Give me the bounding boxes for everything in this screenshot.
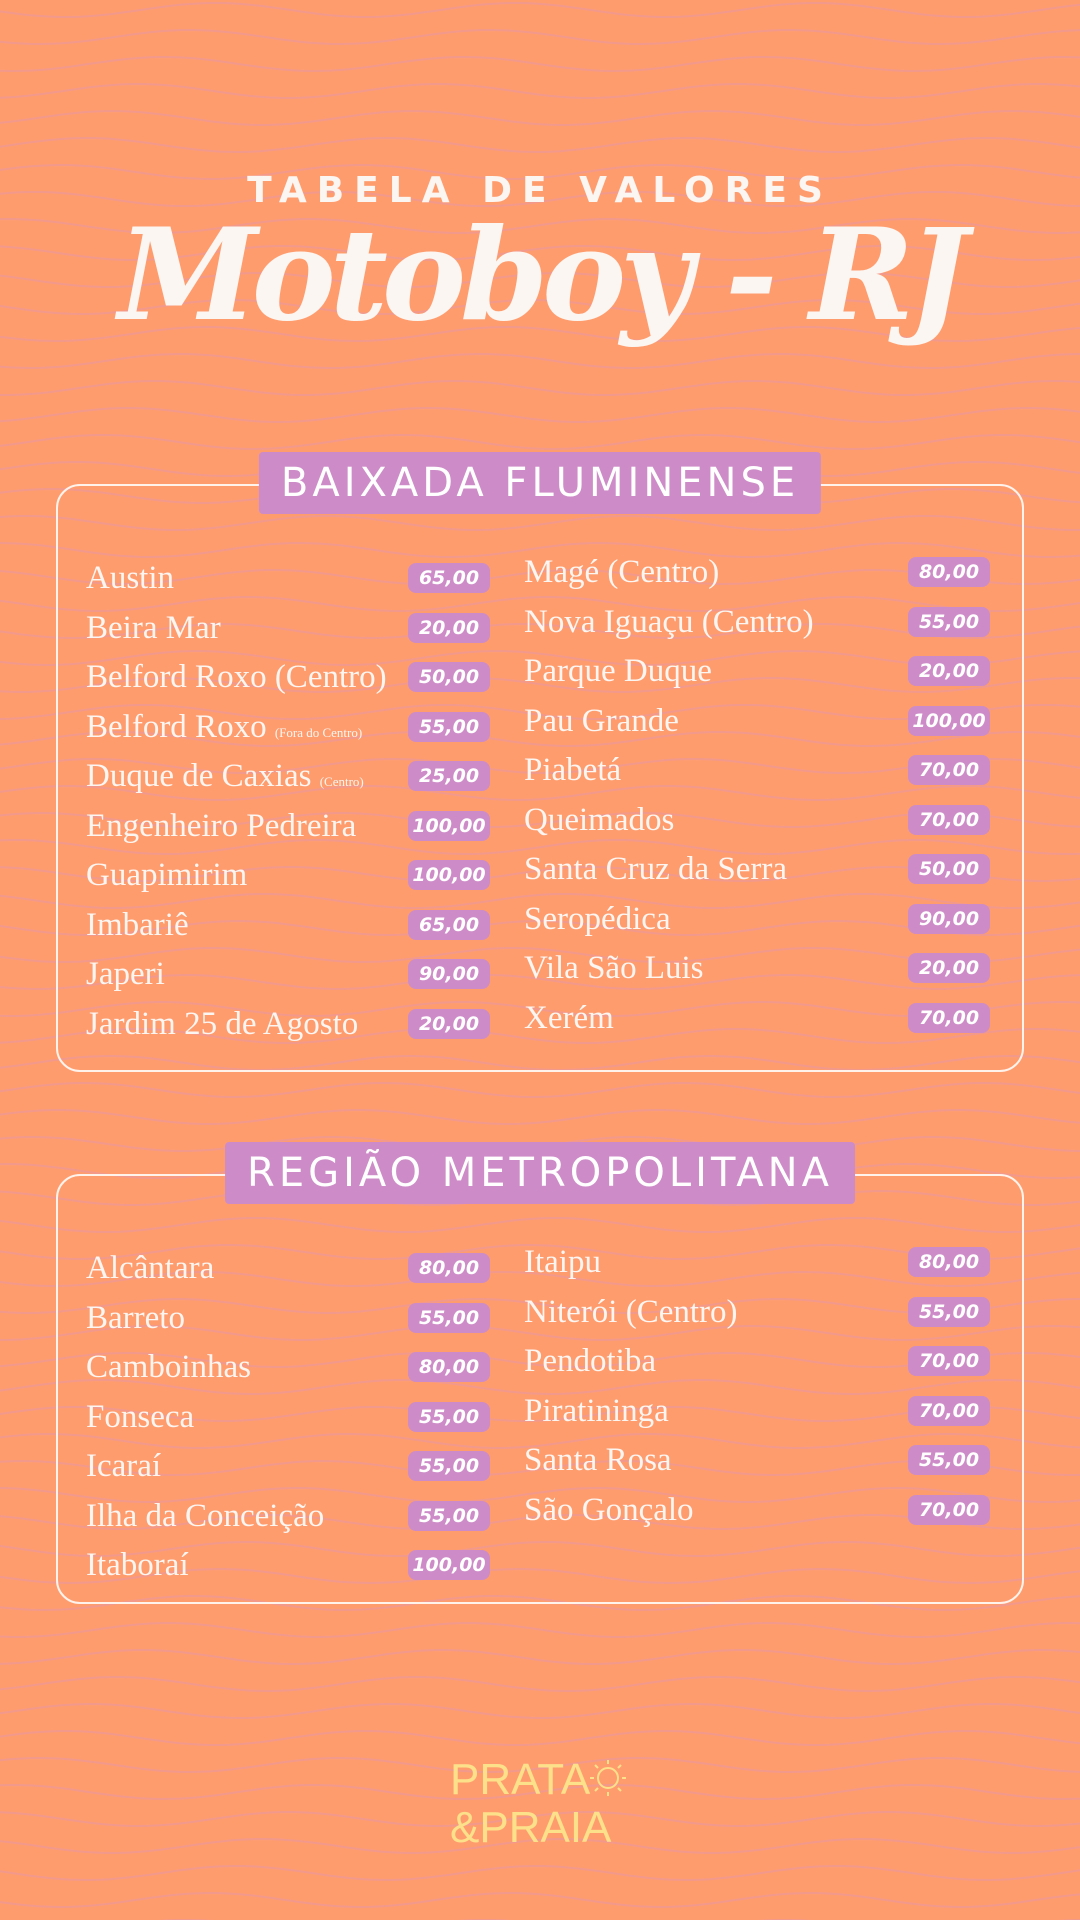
- price-badge: 80,00: [908, 1247, 990, 1277]
- location-name: [524, 750, 621, 790]
- wave-line: [0, 1704, 1080, 1718]
- location-name: [524, 1391, 669, 1431]
- location-name: [524, 552, 719, 592]
- location-note: (Centro): [319, 774, 364, 789]
- header-kicker: TABELA DE VALORES: [247, 170, 833, 211]
- price-badge: 55,00: [408, 1501, 490, 1531]
- price-badge: 20,00: [908, 656, 990, 686]
- wave-line: [0, 3, 1080, 17]
- location-name: [86, 855, 247, 895]
- price-badge: 80,00: [408, 1352, 490, 1382]
- location-name: [524, 1440, 672, 1480]
- location-label: Camboinhas: [86, 1349, 251, 1385]
- price-badge: 90,00: [408, 959, 490, 989]
- location-label: Magé (Centro): [524, 554, 720, 590]
- location-label: Guapimirim: [86, 857, 248, 893]
- location-name: [86, 1496, 324, 1536]
- location-label: Piratininga: [524, 1392, 669, 1429]
- price-badge: 50,00: [908, 854, 990, 884]
- location-label: Itaipu: [524, 1244, 601, 1280]
- location-name: [86, 608, 221, 648]
- wave-line: [0, 1866, 1080, 1880]
- location-name: [524, 701, 679, 741]
- logo-line-1: PRATA: [450, 1755, 591, 1804]
- price-badge: 55,00: [408, 1402, 490, 1432]
- price-badge: 100,00: [908, 706, 990, 736]
- wave-line: [0, 111, 1080, 125]
- location-label: Nova Iguaçu (Centro): [524, 603, 814, 640]
- sun-icon: [590, 1760, 626, 1796]
- price-badge: 65,00: [408, 910, 490, 940]
- location-label: Jardim 25 de Agosto: [86, 1005, 359, 1042]
- location-name: [86, 558, 174, 598]
- location-label: Alcântara: [86, 1250, 215, 1286]
- location-name: [524, 849, 787, 889]
- price-badge: 55,00: [908, 607, 990, 637]
- location-name: [86, 1397, 194, 1437]
- price-badge: 80,00: [908, 557, 990, 587]
- price-badge: 20,00: [408, 613, 490, 643]
- wave-line: [0, 138, 1080, 152]
- logo-line-2: &PRAIA: [450, 1803, 612, 1850]
- location-label: Japeri: [86, 956, 165, 992]
- wave-line: [0, 354, 1080, 368]
- location-label: Piabetá: [524, 752, 622, 788]
- wave-line: [0, 1623, 1080, 1637]
- price-badge: 55,00: [408, 1451, 490, 1481]
- wave-line: [0, 1677, 1080, 1691]
- location-name: [524, 899, 671, 939]
- price-badge: 55,00: [908, 1445, 990, 1475]
- location-name: [86, 905, 189, 945]
- location-name: [86, 1248, 214, 1288]
- location-label: Beira Mar: [86, 609, 221, 646]
- price-badge: 70,00: [908, 1346, 990, 1376]
- location-label: Queimados: [524, 801, 675, 838]
- location-label: Pendotiba: [524, 1343, 656, 1379]
- location-label: Parque Duque: [524, 653, 712, 689]
- location-label: Duque de Caxias: [86, 758, 312, 794]
- price-badge: 70,00: [908, 805, 990, 835]
- location-label: Fonseca: [86, 1398, 195, 1435]
- wave-line: [0, 408, 1080, 422]
- page-title: Motoboy - RJ: [118, 201, 962, 349]
- price-badge: 70,00: [908, 1003, 990, 1033]
- location-name: [524, 651, 712, 691]
- regiao-metropolitana-title: REGIÃO METROPOLITANA: [225, 1142, 855, 1204]
- location-label: Xerém: [524, 999, 614, 1036]
- prata-praia-logo: [448, 1750, 648, 1850]
- location-label: Imbariê: [86, 906, 189, 943]
- location-label: Vila São Luis: [524, 950, 704, 986]
- price-badge: 90,00: [908, 904, 990, 934]
- price-badge: 100,00: [408, 1550, 490, 1580]
- price-badge: 70,00: [908, 755, 990, 785]
- location-name: [86, 756, 364, 802]
- location-name: [86, 954, 165, 994]
- price-badge: 70,00: [908, 1396, 990, 1426]
- wave-line: [0, 84, 1080, 98]
- location-label: Barreto: [86, 1299, 185, 1336]
- location-label: Engenheiro Pedreira: [86, 807, 357, 844]
- wave-line: [0, 381, 1080, 395]
- location-label: Belford Roxo (Centro): [86, 659, 387, 695]
- baixada-fluminense-panel: [56, 460, 1024, 1072]
- wave-line: [0, 435, 1080, 449]
- location-name: [86, 1298, 185, 1338]
- price-badge: 55,00: [908, 1297, 990, 1327]
- wave-line: [0, 1893, 1080, 1907]
- location-name: [86, 707, 362, 753]
- price-badge: 20,00: [908, 953, 990, 983]
- wave-line: [0, 1083, 1080, 1097]
- location-label: Niterói (Centro): [524, 1293, 738, 1330]
- location-label: Ilha da Conceição: [86, 1497, 325, 1534]
- location-name: [86, 806, 356, 846]
- location-name: [86, 1545, 189, 1585]
- wave-line: [0, 30, 1080, 44]
- location-label: São Gonçalo: [524, 1491, 694, 1528]
- location-label: Itaboraí: [86, 1547, 189, 1583]
- location-label: Santa Rosa: [524, 1442, 672, 1478]
- wave-line: [0, 57, 1080, 71]
- location-name: [524, 948, 704, 988]
- regiao-metropolitana-panel: [56, 1150, 1024, 1604]
- location-label: Austin: [86, 560, 175, 596]
- price-badge: 100,00: [408, 811, 490, 841]
- location-name: [524, 998, 614, 1038]
- location-label: Pau Grande: [524, 702, 679, 739]
- price-badge: 70,00: [908, 1495, 990, 1525]
- location-label: Belford Roxo: [86, 708, 267, 745]
- price-badge: 65,00: [408, 563, 490, 593]
- price-badge: 55,00: [408, 1303, 490, 1333]
- wave-line: [0, 1650, 1080, 1664]
- price-badge: 20,00: [408, 1009, 490, 1039]
- location-name: [86, 1446, 161, 1486]
- wave-line: [0, 1110, 1080, 1124]
- price-badge: 25,00: [408, 761, 490, 791]
- location-name: [524, 1242, 601, 1282]
- wave-line: [0, 1731, 1080, 1745]
- price-badge: 100,00: [408, 860, 490, 890]
- location-name: [524, 602, 814, 642]
- location-name: [524, 1292, 738, 1332]
- location-name: [524, 1341, 656, 1381]
- price-badge: 55,00: [408, 712, 490, 742]
- location-label: Icaraí: [86, 1448, 162, 1484]
- location-name: [86, 1004, 358, 1044]
- location-note: (Fora do Centro): [274, 724, 363, 740]
- price-badge: 80,00: [408, 1253, 490, 1283]
- location-name: [524, 1490, 694, 1530]
- baixada-fluminense-title: BAIXADA FLUMINENSE: [259, 452, 821, 514]
- location-name: [86, 1347, 251, 1387]
- price-badge: 50,00: [408, 662, 490, 692]
- location-label: Santa Cruz da Serra: [524, 851, 787, 887]
- location-name: [524, 800, 674, 840]
- location-name: [86, 657, 387, 697]
- location-label: Seropédica: [524, 900, 671, 937]
